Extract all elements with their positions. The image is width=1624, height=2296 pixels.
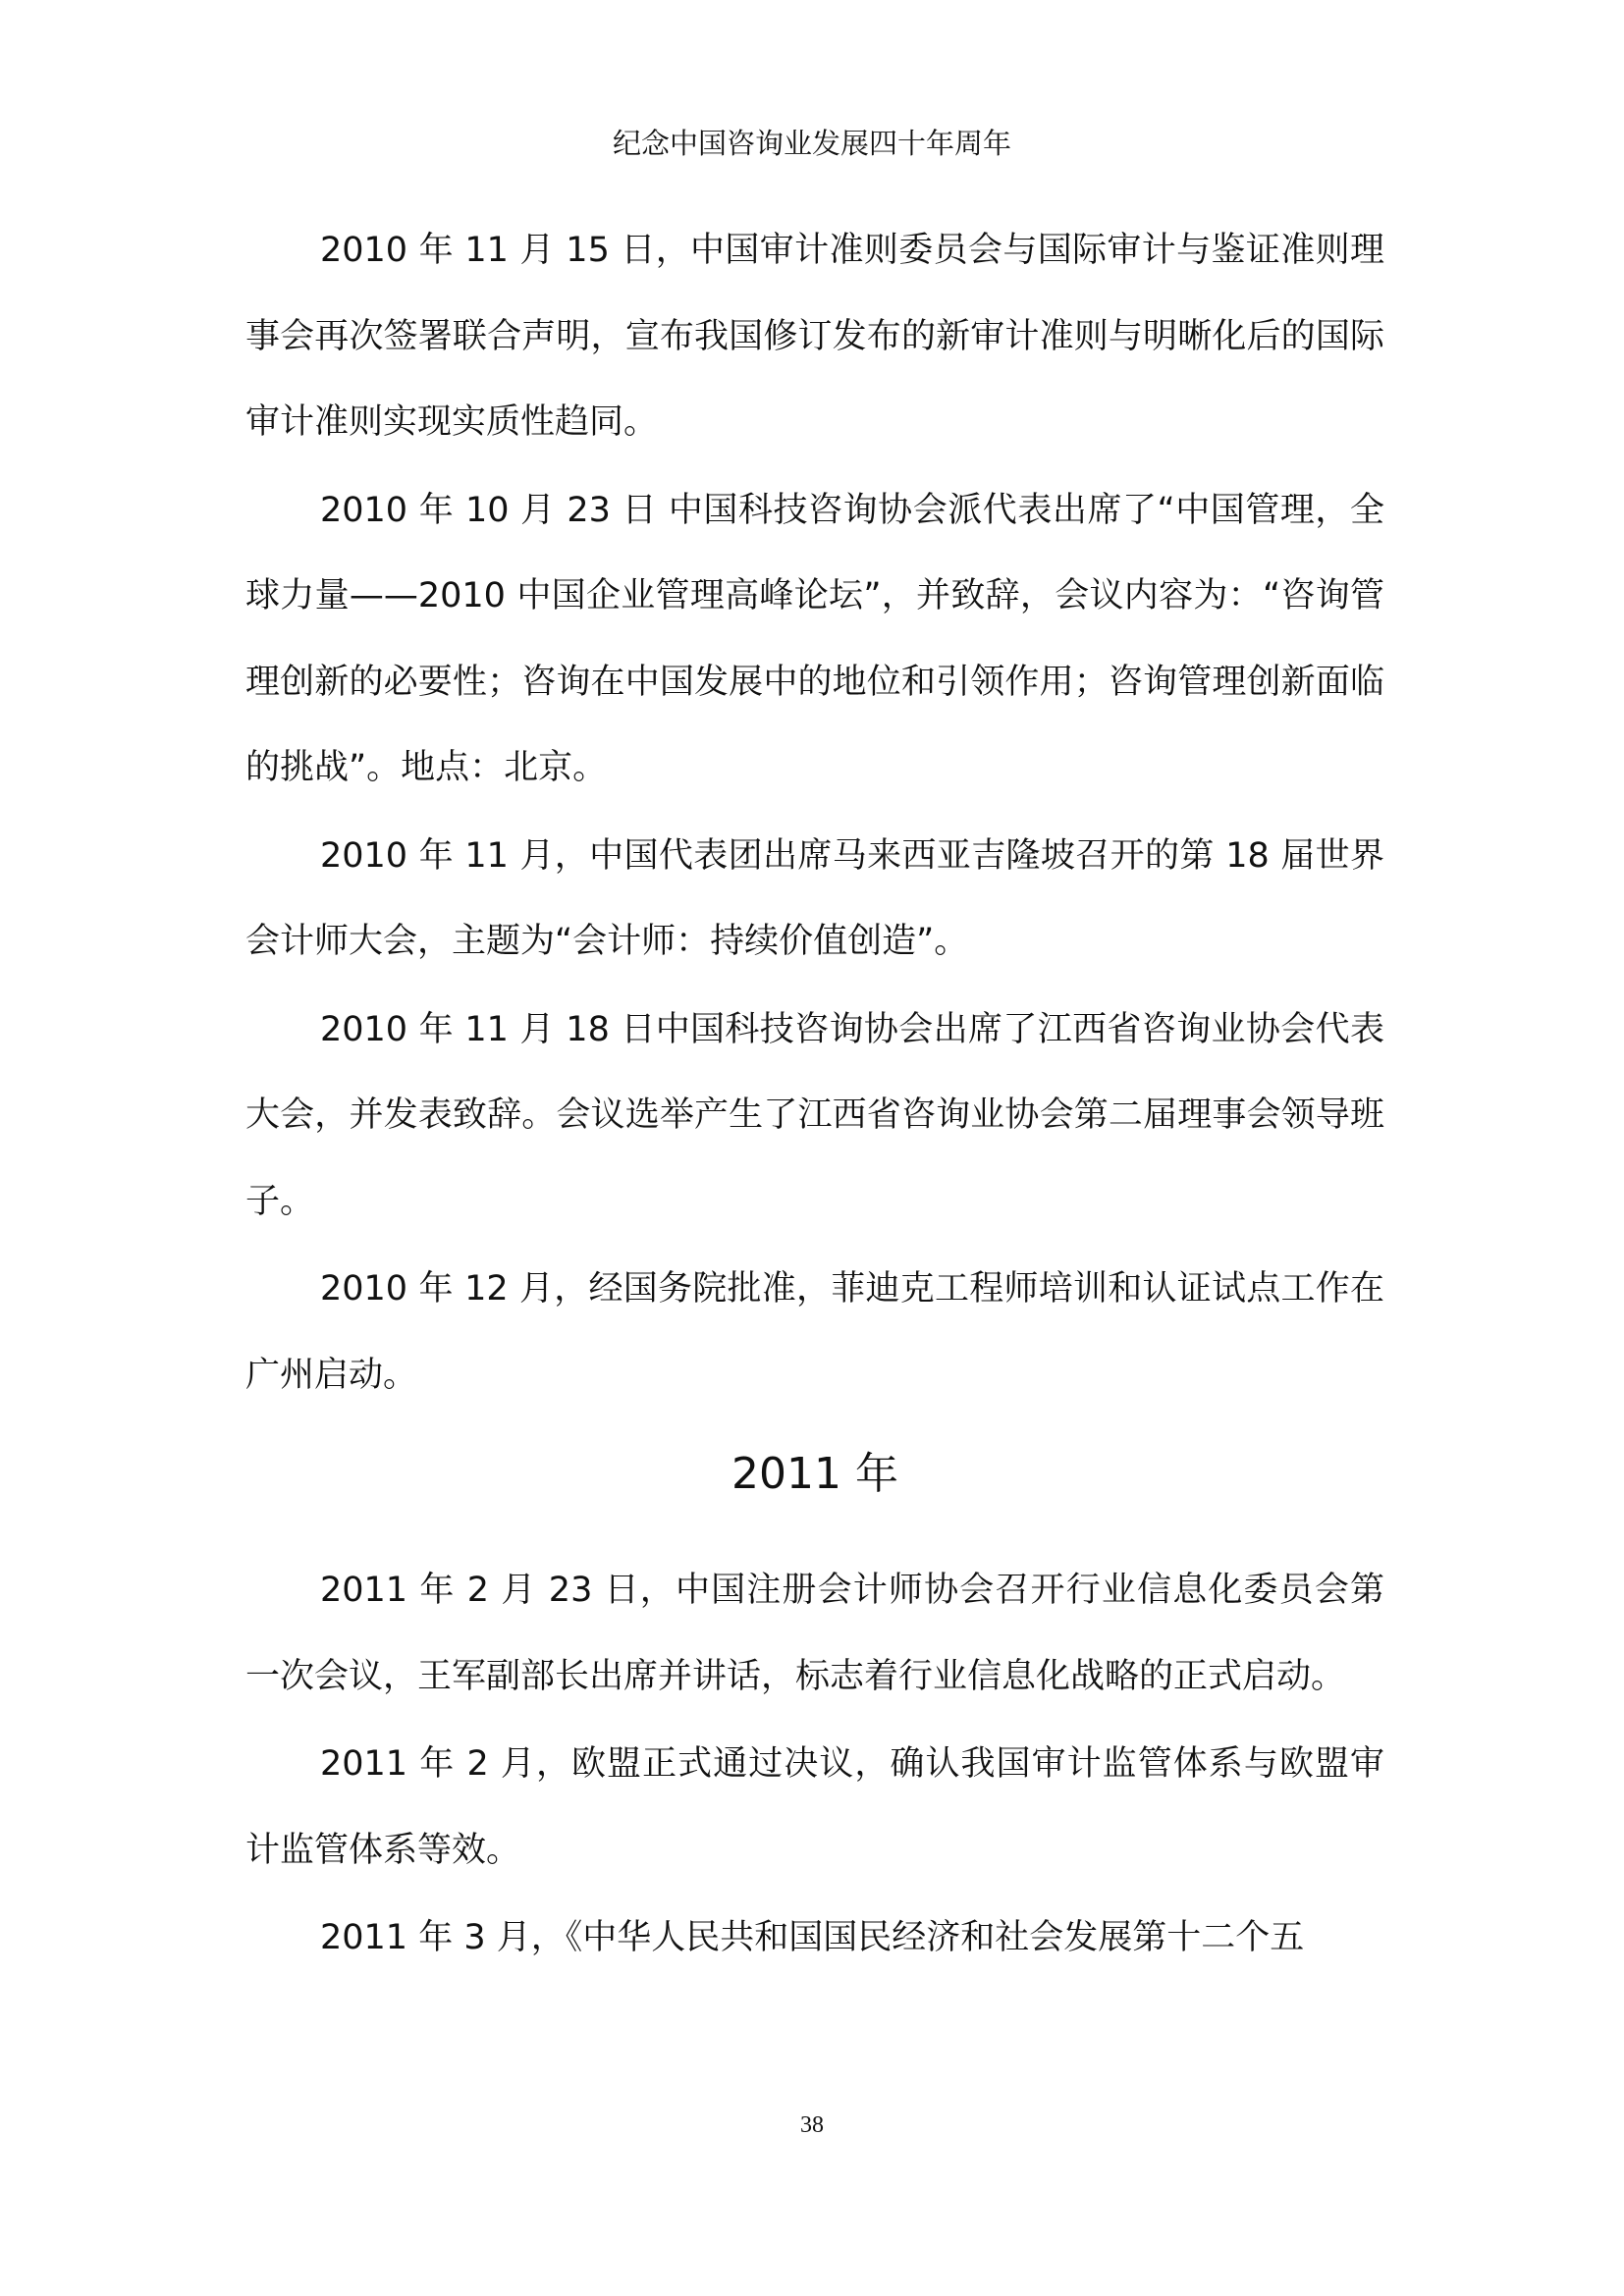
paragraph-2010-11: 2010 年 11 月，中国代表团出席马来西亚吉隆坡召开的第 18 届世界会计师大会，主题为“会计师：持续价值创造”。 <box>245 835 1384 961</box>
paragraph-2011-03: 2011 年 3 月，《中华人民共和国国民经济和社会发展第十二个五 <box>320 1918 1305 1957</box>
paragraph-2011-02-23: 2011 年 2 月 23 日，中国注册会计师协会召开行业信息化委员会第一次会议，王军副部长出席并讲话，标志着行业信息化战略的正式启动。 <box>245 1571 1384 1696</box>
document-body <box>245 208 1384 1984</box>
paragraph-2010-11-15: 2010 年 11 月 15 日，中国审计准则委员会与国际审计与鉴证准则理事会再次签署联合声明，宣布我国修订发布的新审计准则与明晰化后的国际审计准则实现实质性趋同。 <box>245 231 1384 442</box>
running-header: 纪念中国咨询业发展四十年周年 <box>612 127 1011 160</box>
paragraph-2010-11-18: 2010 年 11 月 18 日中国科技咨询协会出席了江西省咨询业协会代表大会，并发表致辞。会议选举产生了江西省咨询业协会第二届理事会领导班子。 <box>245 1009 1384 1221</box>
section-heading-2011: 2011 年 <box>731 1449 898 1499</box>
page-number: 38 <box>800 2112 824 2138</box>
paragraph-2010-10-23: 2010 年 10 月 23 日 中国科技咨询协会派代表出席了“中国管理，全球力量——2010 中国企业管理高峰论坛”，并致辞，会议内容为：“咨询管理创新的必要性；咨询在中国发展中的地位和引领作用；咨询管理创新面临的挑战”。地点：北京。 <box>245 490 1384 787</box>
paragraph-2011-02: 2011 年 2 月，欧盟正式通过决议，确认我国审计监管体系与欧盟审计监管体系等效。 <box>245 1744 1384 1870</box>
paragraph-2010-12: 2010 年 12 月，经国务院批准，菲迪克工程师培训和认证试点工作在广州启动。 <box>245 1269 1384 1395</box>
